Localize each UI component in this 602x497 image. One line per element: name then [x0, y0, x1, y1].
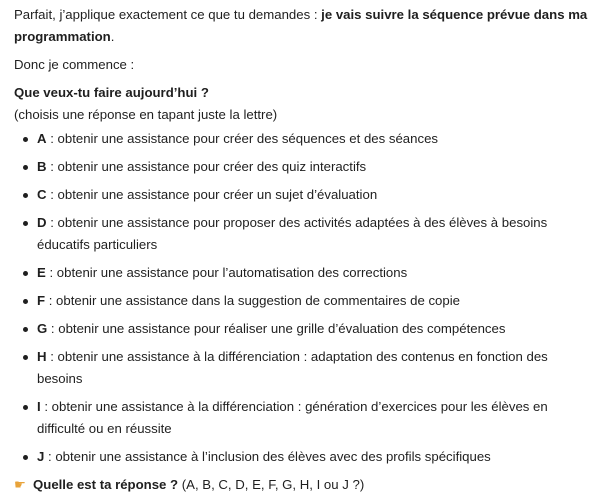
option-letter: A [37, 131, 47, 146]
options-list [14, 128, 594, 468]
intro-bold: je vais suivre la séquence prévue dans ma programmation [14, 7, 588, 44]
intro-suffix: . [110, 29, 115, 44]
hint-line: (choisis une réponse en tapant juste la lettre) [14, 107, 278, 122]
question-heading: Que veux-tu faire aujourd’hui ? [14, 85, 209, 100]
final-bold: Quelle est ta réponse ? [33, 477, 179, 492]
final-rest: (A, B, C, D, E, F, G, H, I ou J ?) [178, 477, 365, 492]
list-item [14, 446, 594, 468]
option-letter: I [37, 399, 41, 414]
option-letter: H [37, 349, 47, 364]
final-question [14, 474, 594, 497]
option-text: : obtenir une assistance pour créer des quiz interactifs [46, 159, 367, 174]
option-letter: B [37, 159, 47, 174]
option-letter: D [37, 215, 47, 230]
pointing-hand-icon: ☛ [14, 478, 26, 493]
option-text: : obtenir une assistance à la différenciation : adaptation des contenus en fonction des besoins [37, 349, 548, 386]
list-item [14, 184, 594, 206]
option-text: : obtenir une assistance pour l’automatisation des corrections [45, 265, 408, 280]
intro-prefix: Parfait, j’applique exactement ce que tu demandes : [14, 7, 322, 22]
option-text: : obtenir une assistance à l’inclusion des élèves avec des profils spécifiques [44, 449, 491, 464]
option-text: : obtenir une assistance dans la suggestion de commentaires de copie [45, 293, 460, 308]
list-item [14, 212, 594, 256]
list-item [14, 128, 594, 150]
list-item [14, 396, 594, 440]
option-text: : obtenir une assistance pour créer un sujet d’évaluation [46, 187, 378, 202]
list-item [14, 346, 594, 390]
option-text: : obtenir une assistance pour proposer des activités adaptées à des élèves à besoins éducatifs particuliers [37, 215, 548, 252]
option-text: : obtenir une assistance pour créer des séquences et des séances [46, 131, 438, 146]
list-item [14, 290, 594, 312]
option-text: : obtenir une assistance à la différenciation : génération d’exercices pour les élèves en difficulté ou en réussite [37, 399, 548, 436]
option-letter: E [37, 265, 46, 280]
option-text: : obtenir une assistance pour réaliser une grille d’évaluation des compétences [47, 321, 506, 336]
option-letter: J [37, 449, 45, 464]
intro-paragraph [14, 4, 594, 48]
list-item [14, 262, 594, 284]
start-line: Donc je commence : [14, 57, 135, 72]
list-item [14, 156, 594, 178]
list-item [14, 318, 594, 340]
option-letter: C [37, 187, 47, 202]
option-letter: G [37, 321, 48, 336]
option-letter: F [37, 293, 46, 308]
